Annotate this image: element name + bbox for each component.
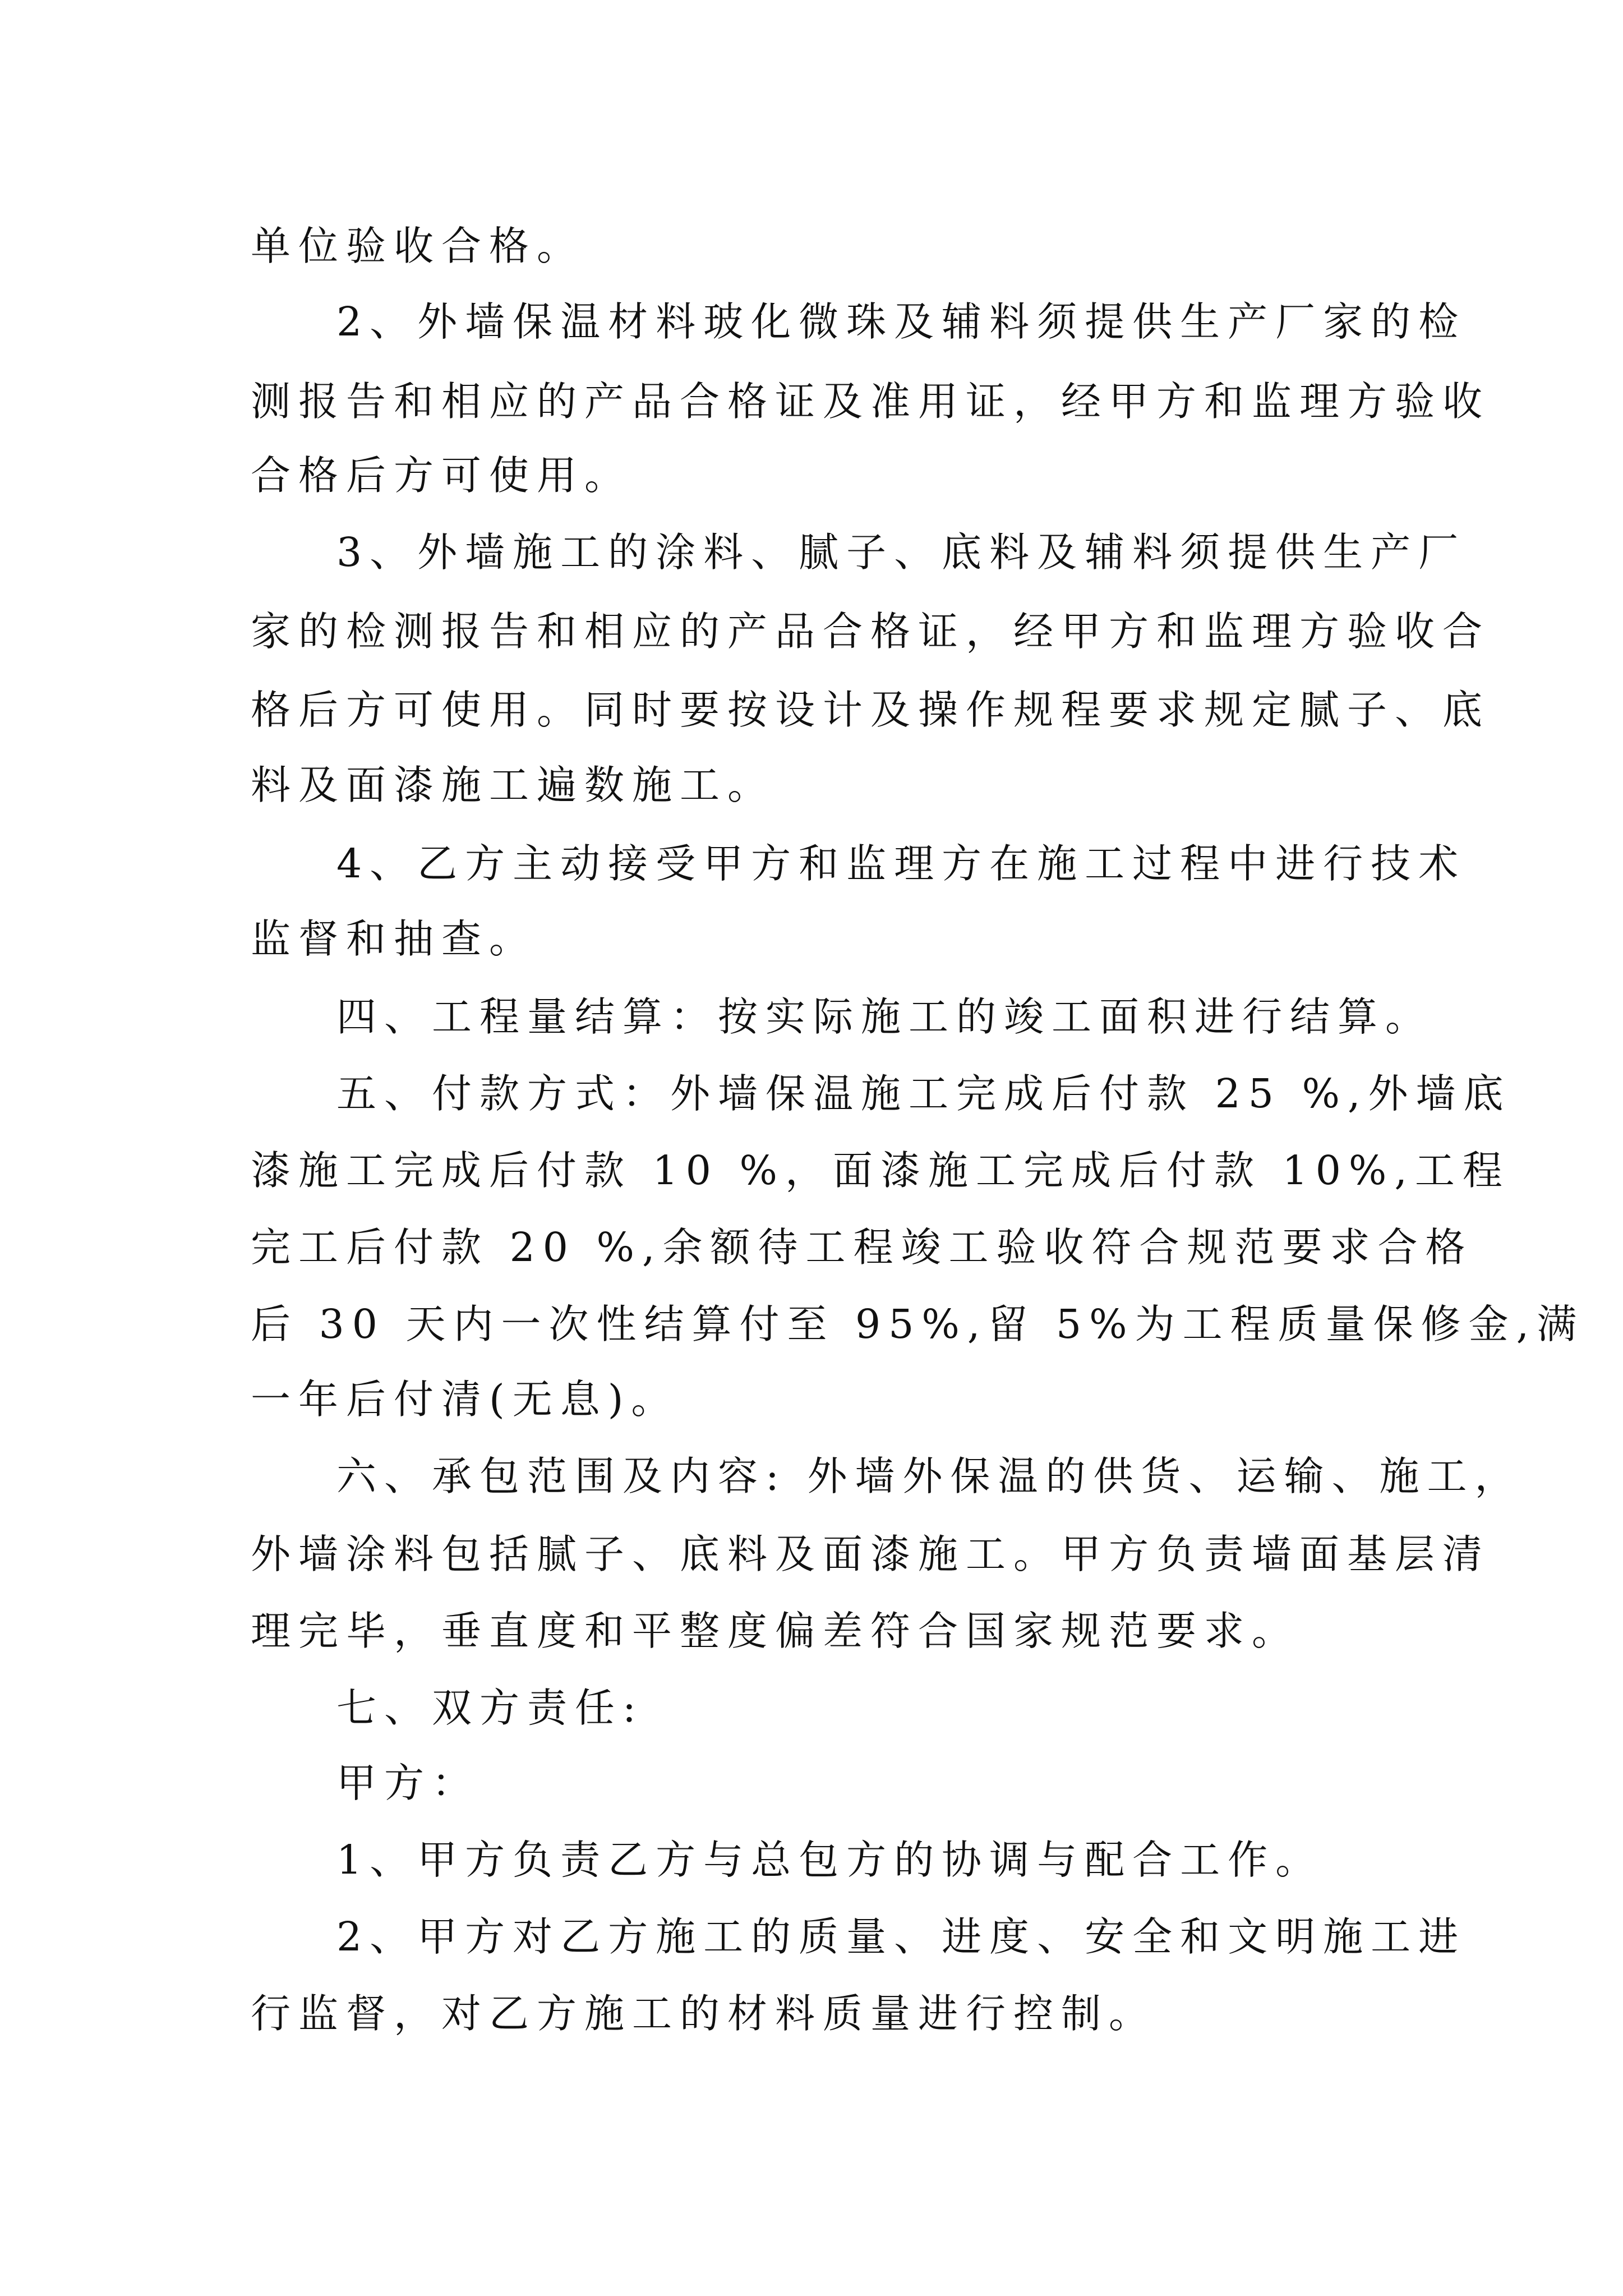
text-line: 理完毕，垂直度和平整度偏差符合国家规范要求。: [251, 1608, 1300, 1654]
text-line: 2、外墙保温材料玻化微珠及辅料须提供生产厂家的检: [336, 298, 1467, 345]
text-line: 完工后付款 20 %,余额待工程竣工验收符合规范要求合格: [251, 1224, 1473, 1271]
text-line: 料及面漆施工遍数施工。: [251, 762, 776, 808]
text-line: 七、双方责任:: [336, 1685, 644, 1731]
text-line: 外墙涂料包括腻子、底料及面漆施工。甲方负责墙面基层清: [251, 1531, 1491, 1577]
text-line: 四、工程量结算：按实际施工的竣工面积进行结算。: [336, 993, 1433, 1040]
text-line: 4、乙方主动接受甲方和监理方在施工过程中进行技术: [336, 840, 1467, 887]
text-line: 监督和抽查。: [251, 915, 537, 962]
text-line: 一年后付清(无息)。: [251, 1376, 679, 1423]
text-line: 甲方：: [336, 1760, 480, 1806]
text-line: 单位验收合格。: [251, 223, 585, 269]
text-line: 后 30 天内一次性结算付至 95%,留 5%为工程质量保修金,满: [251, 1301, 1585, 1347]
text-line: 合格后方可使用。: [251, 452, 633, 499]
text-line: 1、甲方负责乙方与总包方的协调与配合工作。: [336, 1837, 1324, 1883]
text-line: 3、外墙施工的涂料、腻子、底料及辅料须提供生产厂: [336, 529, 1467, 576]
text-line: 家的检测报告和相应的产品合格证，经甲方和监理方验收合: [251, 608, 1491, 655]
text-line: 2、甲方对乙方施工的质量、进度、安全和文明施工进: [336, 1913, 1467, 1960]
text-line: 漆施工完成后付款 10 %，面漆施工完成后付款 10%,工程: [251, 1147, 1510, 1194]
text-line: 六、承包范围及内容: 外墙外保温的供货、运输、施工，: [336, 1453, 1523, 1499]
text-line: 行监督，对乙方施工的材料质量进行控制。: [251, 1990, 1157, 2037]
text-line: 格后方可使用。同时要按设计及操作规程要求规定腻子、底: [251, 687, 1491, 733]
text-line: 测报告和相应的产品合格证及准用证，经甲方和监理方验收: [251, 378, 1491, 425]
text-line: 五、付款方式：外墙保温施工完成后付款 25 %,外墙底: [336, 1070, 1511, 1117]
